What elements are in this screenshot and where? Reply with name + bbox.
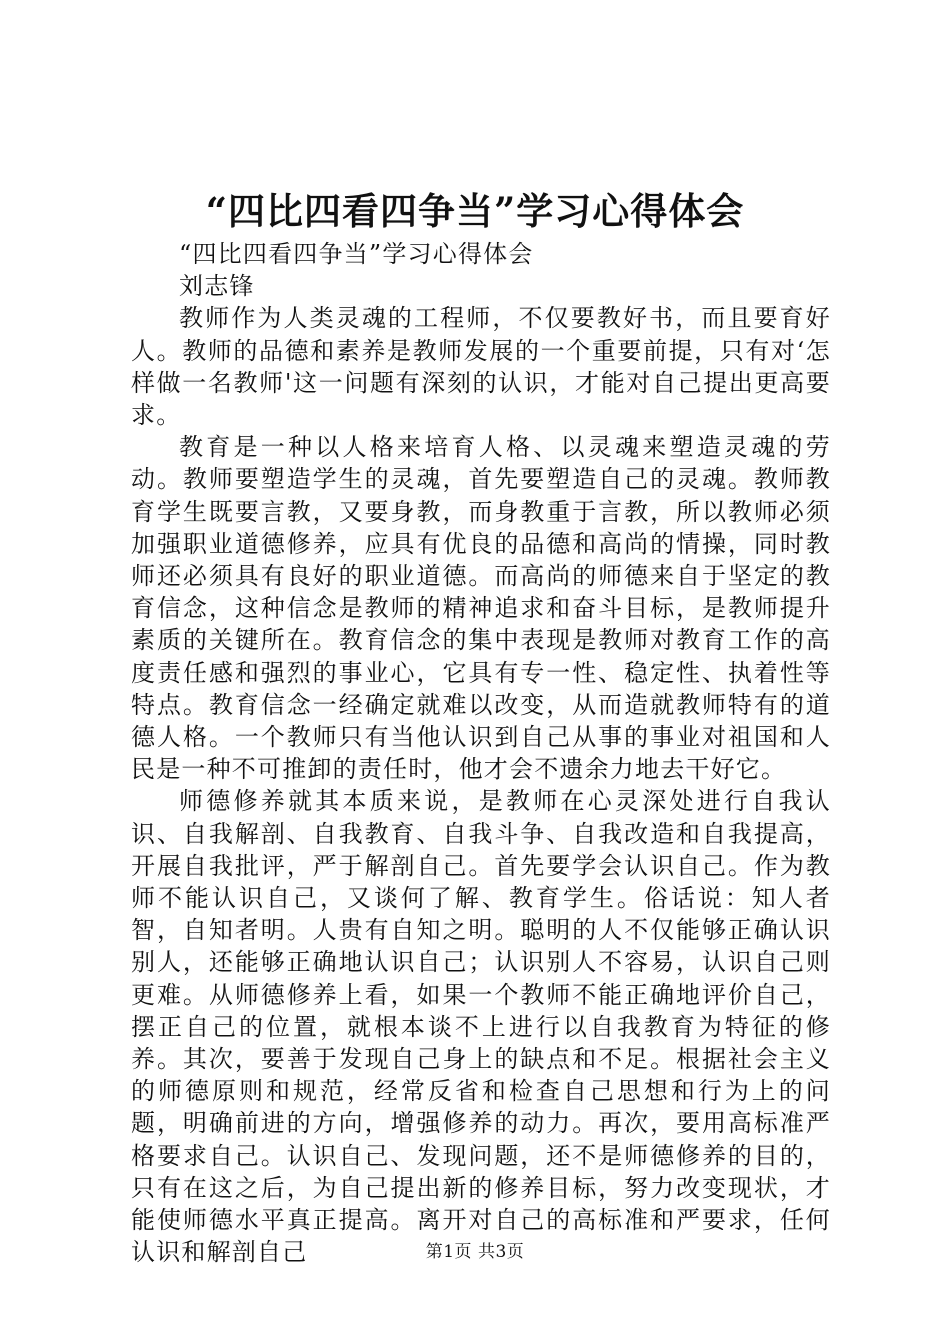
document-body bbox=[131, 238, 831, 1269]
subtitle-paragraph: “四比四看四争当”学习心得体会 bbox=[179, 240, 534, 268]
document-title: “四比四看四争当”学习心得体会 bbox=[205, 189, 745, 233]
body-paragraph: 师德修养就其本质来说，是教师在心灵深处进行自我认识、自我解剖、自我教育、自我斗争、自我改造和自我提高，开展自我批评，严于解剖自己。首先要学会认识自己。作为教师不能认识自己，又谈何了解、教育学生。俗话说：知人者智，自知者明。人贵有自知之明。聪明的人不仅能够正确认识别人，还能够正确地认识自己；认识别人不容易，认识自己则更难。从师德修养上看，如果一个教师不能正确地评价自己，摆正自己的位置，就根本谈不上进行以自我教育为特征的修养。其次，要善于发现自己身上的缺点和不足。根据社会主义的师德原则和规范，经常反省和检查自己思想和行为上的问题，明确前进的方向，增强修养的动力。再次，要用高标准严格要求自己。认识自己、发现问题，还不是师德修养的目的，只有在这之后，为自己提出新的修养目标，努力改变现状，才能使师德水平真正提高。离开对自己的高标准和严要求，任何认识和解剖自己 bbox=[131, 787, 831, 1267]
author-paragraph: 刘志锋 bbox=[179, 272, 255, 301]
body-paragraph: 教育是一种以人格来培育人格、以灵魂来塑造灵魂的劳动。教师要塑造学生的灵魂，首先要塑造自己的灵魂。教师教育学生既要言教，又要身教，而身教重于言教，所以教师必须加强职业道德修养，应具有优良的品德和高尚的情操，同时教师还必须具有良好的职业道德。而高尚的师德来自于坚定的教育信念，这种信念是教师的精神追求和奋斗目标，是教师提升素质的关键所在。教育信念的集中表现是教师对教育工作的高度责任感和强烈的事业心，它具有专一性、稳定性、执着性等特点。教育信念一经确定就难以改变，从而造就教师特有的道德人格。一个教师只有当他认识到自己从事的事业对祖国和人民是一种不可推卸的责任时，他才会不遗余力地去干好它。 bbox=[131, 433, 831, 784]
body-paragraph: 教师作为人类灵魂的工程师，不仅要教好书，而且要育好人。教师的品德和素养是教师发展的一个重要前提，只有对‘怎样做一名教师'这一问题有深刻的认识，才能对自己提出更高要求。 bbox=[131, 304, 831, 430]
page-number-footer: 第1页 共3页 bbox=[425, 1242, 525, 1262]
